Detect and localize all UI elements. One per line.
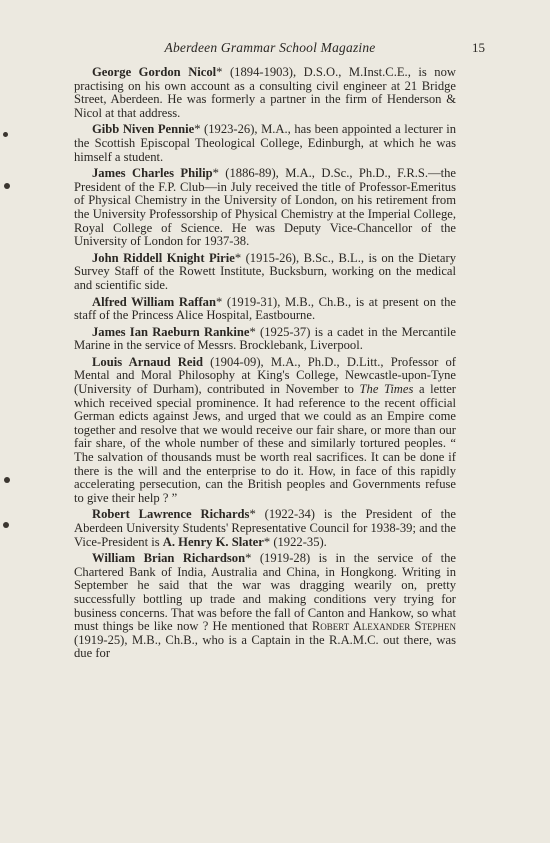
person-name: Louis Arnaud Reid xyxy=(92,354,203,369)
entry-text-continued: a letter which received special prominence. It had reference to the recent official German edicts against Jews, and urged that we could as an Empire come together and resolve that we would receive our fair share, or more than our fair share, of the whole number of these and similarly tortured peoples. “ The salvation of thousands must be worth real sacrifices. It can be done if there is the will and the enterprise to do it. How, in face of this rapidly accelerating persecution, can the British peoples and Governments refuse to give their help ? ” xyxy=(74,382,457,505)
entry-raffan xyxy=(74,296,456,323)
entry-text: * (1919-28) is in the service of the Chartered Bank of India, Australia and China, in Hongkong. Writing in September he said that the war was dragging wearily on, pretty successfully bottling up trade and making conditions very trying for business concerns. That was before the fall of Canton and Hankow, so what must things be like now ? He mentioned that xyxy=(74,551,456,634)
person-name: James Ian Raeburn Rankine xyxy=(92,324,250,339)
person-name: William Brian Richardson xyxy=(92,551,246,566)
running-title: Aberdeen Grammar School Magazine xyxy=(164,40,376,55)
entry-text: * (1915-26), B.Sc., B.L., is on the Dietary Survey Staff of the Rowett Institute, Bucksburn, working on the medical and scientific side. xyxy=(74,250,456,292)
entry-philip xyxy=(74,167,456,249)
person-name: Robert Lawrence Richards xyxy=(92,507,250,522)
entry-text: * (1919-31), M.B., Ch.B., is at present on the staff of the Princess Alice Hospital, Eastbourne. xyxy=(74,294,456,323)
entry-text: (1904-09), M.A., Ph.D., D.Litt., Professor of Mental and Moral Philosophy at King's College, Newcastle-upon-Tyne (University of Durham), contributed in November to xyxy=(74,354,456,397)
entry-text: * (1923-26), M.A., has been appointed a lecturer in the Scottish Episcopal Theological College, Edinburgh, at which he was himself a student. xyxy=(74,122,456,164)
entry-richardson xyxy=(74,552,456,661)
person-name: Gibb Niven Pennie xyxy=(92,122,195,137)
article-body xyxy=(74,66,456,664)
margin-dot xyxy=(4,183,10,189)
entry-text-continued: * (1922-35). xyxy=(263,534,327,549)
entry-pirie xyxy=(74,252,456,293)
person-name: George Gordon Nicol xyxy=(92,65,217,79)
person-name: James Charles Philip xyxy=(92,166,213,181)
entry-reid xyxy=(74,356,456,506)
entry-pennie xyxy=(74,123,456,164)
margin-dot xyxy=(4,477,10,483)
entry-rankine xyxy=(74,326,456,353)
person-name: John Riddell Knight Pirie xyxy=(92,250,235,265)
person-name: Alfred William Raffan xyxy=(92,294,216,309)
entry-nicol xyxy=(74,66,456,120)
entry-text: * (1894-1903), D.S.O., M.Inst.C.E., is now practising on his own account as a consulting civil engineer at 21 Bridge Street, Aberdeen. He was formerly a partner in the firm of Henderson & Nicol at that address. xyxy=(74,65,456,120)
page-header xyxy=(75,40,485,58)
page-number: 15 xyxy=(472,40,485,55)
entry-text-continued: (1919-25), M.B., Ch.B., who is a Captain in the R.A.M.C. out there, was due for xyxy=(74,632,456,661)
entry-text: * (1922-34) is the President of the Aberdeen University Students' Representative Council for 1938-39; and the Vice-President is xyxy=(74,507,456,549)
newspaper-title: The Times xyxy=(359,382,414,397)
margin-dot xyxy=(3,522,9,528)
person-name-secondary: A. Henry K. Slater xyxy=(162,534,264,549)
entry-text: * (1925-37) is a cadet in the Mercantile Marine in the service of Messrs. Brocklebank, Liverpool. xyxy=(74,324,456,353)
entry-text: * (1886-89), M.A., D.Sc., Ph.D., F.R.S.—the President of the F.P. Club—in July received the title of Professor-Emeritus of Physical Chemistry in the University of London, on his retirement from the University Professorship of Physical Chemistry at the Imperial College, Royal College of Science. He was Deputy Vice-Chancellor of the University of London for 1937-38. xyxy=(74,166,456,249)
entry-richards xyxy=(74,508,456,549)
margin-dot xyxy=(3,132,8,137)
person-name-smallcaps: Robert Alexander Stephen xyxy=(311,619,456,634)
